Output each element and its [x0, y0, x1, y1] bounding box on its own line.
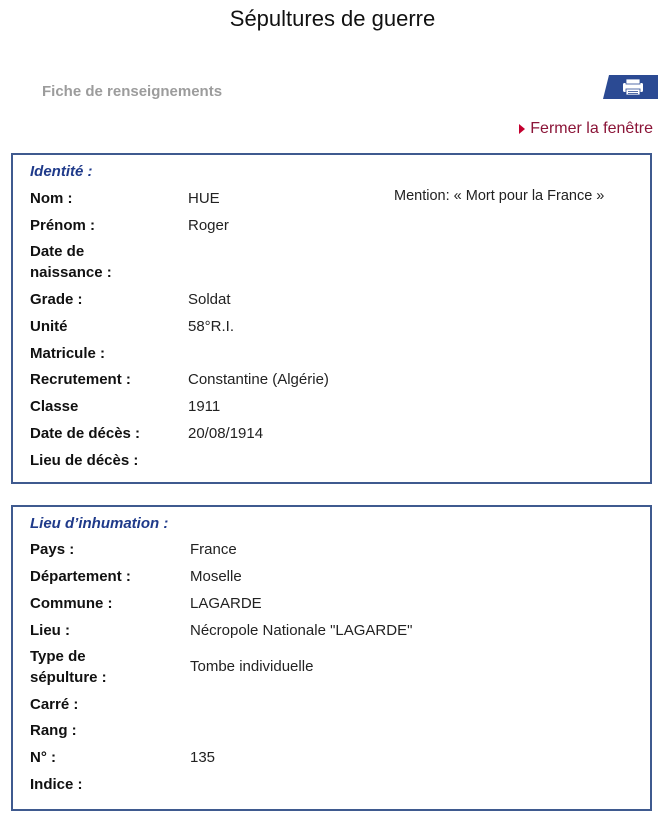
identity-panel — [11, 153, 652, 484]
field-label: Nom : — [30, 190, 73, 207]
field-value: LAGARDE — [190, 595, 262, 612]
field-value: Moselle — [190, 568, 242, 585]
field-label: Type de sépulture : — [30, 648, 107, 686]
field-value: 58°R.I. — [188, 318, 235, 335]
field-value: Tombe individuelle — [190, 658, 314, 675]
field-value: Constantine (Algérie) — [188, 371, 329, 388]
field-label: Classe — [30, 398, 79, 415]
print-button[interactable] — [603, 75, 658, 99]
burial-panel — [11, 505, 652, 811]
identity-heading: Identité : — [30, 163, 93, 180]
field-label: Date de naissance : — [30, 243, 112, 281]
field-value: France — [190, 541, 237, 558]
field-label: N° : — [30, 749, 56, 766]
printer-icon — [603, 75, 658, 99]
field-value: Roger — [188, 217, 229, 234]
field-value: Soldat — [188, 291, 231, 308]
field-value: 20/08/1914 — [188, 425, 264, 442]
field-label: Lieu de décès : — [30, 452, 139, 469]
field-label: Date de décès : — [30, 425, 141, 442]
field-label: Carré : — [30, 696, 79, 713]
field-label: Prénom : — [30, 217, 96, 234]
page-title: Sépultures de guerre — [229, 6, 436, 31]
field-label: Unité — [30, 318, 68, 335]
field-label: Grade : — [30, 291, 83, 308]
field-label: Département : — [30, 568, 131, 585]
field-value: Nécropole Nationale "LAGARDE" — [190, 622, 413, 639]
close-window-link[interactable] — [519, 120, 653, 138]
field-value: 135 — [190, 749, 216, 766]
field-value: HUE — [188, 190, 220, 207]
field-value: 1911 — [188, 398, 221, 415]
field-label: Commune : — [30, 595, 113, 612]
field-label: Lieu : — [30, 622, 70, 639]
field-label: Recrutement : — [30, 371, 131, 388]
section-subtitle: Fiche de renseignements — [42, 83, 223, 100]
mention-text: Mention: « Mort pour la France » — [394, 188, 605, 204]
burial-heading: Lieu d’inhumation : — [30, 515, 169, 532]
field-label: Indice : — [30, 776, 83, 793]
close-window-label: Fermer la fenêtre — [530, 120, 653, 137]
field-label: Pays : — [30, 541, 75, 558]
field-label: Rang : — [30, 722, 77, 739]
field-label: Matricule : — [30, 345, 106, 362]
arrow-right-icon — [519, 124, 525, 134]
